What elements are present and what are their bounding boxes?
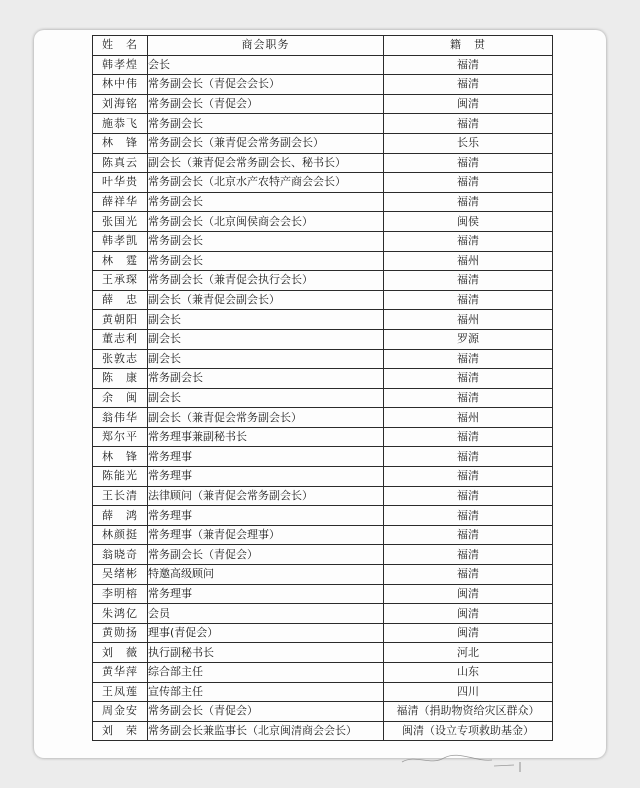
- member-origin-cell: 四川: [384, 682, 553, 702]
- member-position-cell: 常务理事（兼青促会理事）: [148, 525, 384, 545]
- member-name-cell: 黄勋扬: [93, 623, 148, 643]
- table-row: [93, 682, 553, 702]
- member-position-cell: 理事(青促会）: [148, 623, 384, 643]
- table-row: [93, 467, 553, 487]
- member-name-cell: 王长清: [93, 486, 148, 506]
- member-name-cell: 郑尔平: [93, 427, 148, 447]
- member-name-cell: 陈 康: [93, 369, 148, 389]
- table-row: [93, 702, 553, 722]
- member-position-cell: 宣传部主任: [148, 682, 384, 702]
- table-row: [93, 525, 553, 545]
- member-roster-table: [92, 35, 553, 741]
- member-name-cell: 张国光: [93, 212, 148, 232]
- member-position-cell: 常务副会长（北京闽侯商会会长）: [148, 212, 384, 232]
- member-origin-cell: 闽清: [384, 604, 553, 624]
- member-name-cell: 张敦志: [93, 349, 148, 369]
- table-row: [93, 584, 553, 604]
- member-name-cell: 李明榕: [93, 584, 148, 604]
- table-row: [93, 369, 553, 389]
- member-name-cell: 叶华贵: [93, 173, 148, 193]
- table-row: [93, 192, 553, 212]
- table-row: [93, 212, 553, 232]
- member-position-cell: 综合部主任: [148, 663, 384, 683]
- member-name-cell: 吴绪彬: [93, 565, 148, 585]
- table-row: [93, 721, 553, 741]
- table-row: [93, 643, 553, 663]
- member-name-cell: 薛祥华: [93, 192, 148, 212]
- member-position-cell: 常务理事: [148, 447, 384, 467]
- member-origin-cell: 闽清: [384, 623, 553, 643]
- member-origin-cell: 福清: [384, 290, 553, 310]
- member-position-cell: 常务副会长: [148, 369, 384, 389]
- member-origin-cell: 闽清: [384, 94, 553, 114]
- table-row: [93, 506, 553, 526]
- table-row: [93, 623, 553, 643]
- member-origin-cell: 长乐: [384, 133, 553, 153]
- member-position-cell: 副会长: [148, 329, 384, 349]
- member-name-cell: 黄朝阳: [93, 310, 148, 330]
- member-position-cell: 常务副会长兼监事长（北京闽清商会会长）: [148, 721, 384, 741]
- member-position-cell: 副会长（兼青促会副会长）: [148, 290, 384, 310]
- table-row: [93, 663, 553, 683]
- table-row: [93, 94, 553, 114]
- member-origin-cell: 福清: [384, 506, 553, 526]
- member-origin-cell: 福清: [384, 525, 553, 545]
- member-name-cell: 翁伟华: [93, 408, 148, 428]
- member-position-cell: 常务副会长（青促会）: [148, 702, 384, 722]
- member-position-cell: 副会长（兼青促会常务副会长、秘书长）: [148, 153, 384, 173]
- member-name-cell: 林中伟: [93, 75, 148, 95]
- member-name-cell: 陈真云: [93, 153, 148, 173]
- member-origin-cell: 福清: [384, 231, 553, 251]
- member-origin-cell: 福清: [384, 271, 553, 291]
- member-origin-cell: 福清: [384, 388, 553, 408]
- member-name-cell: 董志利: [93, 329, 148, 349]
- member-origin-cell: 罗源: [384, 329, 553, 349]
- table-row: [93, 310, 553, 330]
- member-origin-cell: 福清: [384, 75, 553, 95]
- member-origin-cell: 山东: [384, 663, 553, 683]
- member-name-cell: 林 锋: [93, 133, 148, 153]
- header-position: 商会职务: [148, 36, 384, 56]
- table-row: [93, 231, 553, 251]
- member-name-cell: 刘海铭: [93, 94, 148, 114]
- member-position-cell: 常务理事: [148, 506, 384, 526]
- member-position-cell: 常务副会长（青促会）: [148, 545, 384, 565]
- member-origin-cell: 福州: [384, 310, 553, 330]
- member-name-cell: 王承琛: [93, 271, 148, 291]
- member-position-cell: 执行副秘书长: [148, 643, 384, 663]
- member-position-cell: 常务副会长: [148, 251, 384, 271]
- table-row: [93, 55, 553, 75]
- member-origin-cell: 福清: [384, 545, 553, 565]
- member-position-cell: 常务副会长（兼青促会执行会长）: [148, 271, 384, 291]
- table-row: [93, 565, 553, 585]
- pen-scribble-mark: [396, 740, 556, 780]
- member-position-cell: 常务副会长（青促会）: [148, 94, 384, 114]
- member-origin-cell: 福清: [384, 486, 553, 506]
- member-origin-cell: 闽侯: [384, 212, 553, 232]
- member-origin-cell: 福清: [384, 192, 553, 212]
- member-position-cell: 副会长: [148, 388, 384, 408]
- table-row: [93, 114, 553, 134]
- member-position-cell: 副会长（兼青促会常务副会长）: [148, 408, 384, 428]
- member-origin-cell: 福清: [384, 369, 553, 389]
- table-row: [93, 349, 553, 369]
- member-origin-cell: 福清: [384, 114, 553, 134]
- member-origin-cell: 福清: [384, 565, 553, 585]
- member-name-cell: 周金安: [93, 702, 148, 722]
- table-row: [93, 408, 553, 428]
- member-origin-cell: 福清: [384, 467, 553, 487]
- member-position-cell: 法律顾问（兼青促会常务副会长）: [148, 486, 384, 506]
- member-name-cell: 林颜挺: [93, 525, 148, 545]
- member-name-cell: 余 闽: [93, 388, 148, 408]
- table-row: [93, 173, 553, 193]
- member-name-cell: 薛 忠: [93, 290, 148, 310]
- table-row: [93, 251, 553, 271]
- member-name-cell: 韩孝煌: [93, 55, 148, 75]
- header-origin: 籍 贯: [384, 36, 553, 56]
- member-origin-cell: 福清: [384, 447, 553, 467]
- member-position-cell: 常务理事: [148, 584, 384, 604]
- member-name-cell: 施恭飞: [93, 114, 148, 134]
- member-name-cell: 林 锋: [93, 447, 148, 467]
- member-position-cell: 副会长: [148, 349, 384, 369]
- member-origin-cell: 福清: [384, 427, 553, 447]
- table-row: [93, 388, 553, 408]
- table-row: [93, 75, 553, 95]
- table-row: [93, 271, 553, 291]
- member-position-cell: 常务副会长（北京水产农特产商会会长）: [148, 173, 384, 193]
- member-origin-cell: 闽清（设立专项救助基金）: [384, 721, 553, 741]
- member-origin-cell: 福州: [384, 408, 553, 428]
- member-origin-cell: 闽清: [384, 584, 553, 604]
- header-name: 姓 名: [93, 36, 148, 56]
- table-row: [93, 427, 553, 447]
- table-row: [93, 153, 553, 173]
- member-origin-cell: 福清: [384, 55, 553, 75]
- member-name-cell: 刘 薇: [93, 643, 148, 663]
- member-name-cell: 薛 鸿: [93, 506, 148, 526]
- member-name-cell: 刘 荣: [93, 721, 148, 741]
- table-row: [93, 545, 553, 565]
- member-name-cell: 韩孝凯: [93, 231, 148, 251]
- member-position-cell: 会员: [148, 604, 384, 624]
- member-position-cell: 副会长: [148, 310, 384, 330]
- member-position-cell: 常务副会长: [148, 114, 384, 134]
- table-row: [93, 133, 553, 153]
- table-row: [93, 604, 553, 624]
- member-position-cell: 常务副会长（青促会会长）: [148, 75, 384, 95]
- member-name-cell: 朱鸿亿: [93, 604, 148, 624]
- member-origin-cell: 福清（捐助物资给灾区群众）: [384, 702, 553, 722]
- member-position-cell: 常务副会长: [148, 231, 384, 251]
- member-position-cell: 常务副会长: [148, 192, 384, 212]
- member-name-cell: 黄华萍: [93, 663, 148, 683]
- table-row: [93, 447, 553, 467]
- table-row: [93, 290, 553, 310]
- member-position-cell: 会长: [148, 55, 384, 75]
- table-header-row: [93, 36, 553, 56]
- member-origin-cell: 福州: [384, 251, 553, 271]
- table-row: [93, 486, 553, 506]
- member-origin-cell: 福清: [384, 153, 553, 173]
- member-name-cell: 陈能光: [93, 467, 148, 487]
- table-row: [93, 329, 553, 349]
- member-origin-cell: 福清: [384, 173, 553, 193]
- member-name-cell: 翁晓奇: [93, 545, 148, 565]
- member-origin-cell: 河北: [384, 643, 553, 663]
- member-position-cell: 特邀高级顾问: [148, 565, 384, 585]
- member-position-cell: 常务理事: [148, 467, 384, 487]
- member-origin-cell: 福清: [384, 349, 553, 369]
- member-position-cell: 常务副会长（兼青促会常务副会长）: [148, 133, 384, 153]
- member-position-cell: 常务理事兼副秘书长: [148, 427, 384, 447]
- member-name-cell: 王凤莲: [93, 682, 148, 702]
- member-name-cell: 林 霆: [93, 251, 148, 271]
